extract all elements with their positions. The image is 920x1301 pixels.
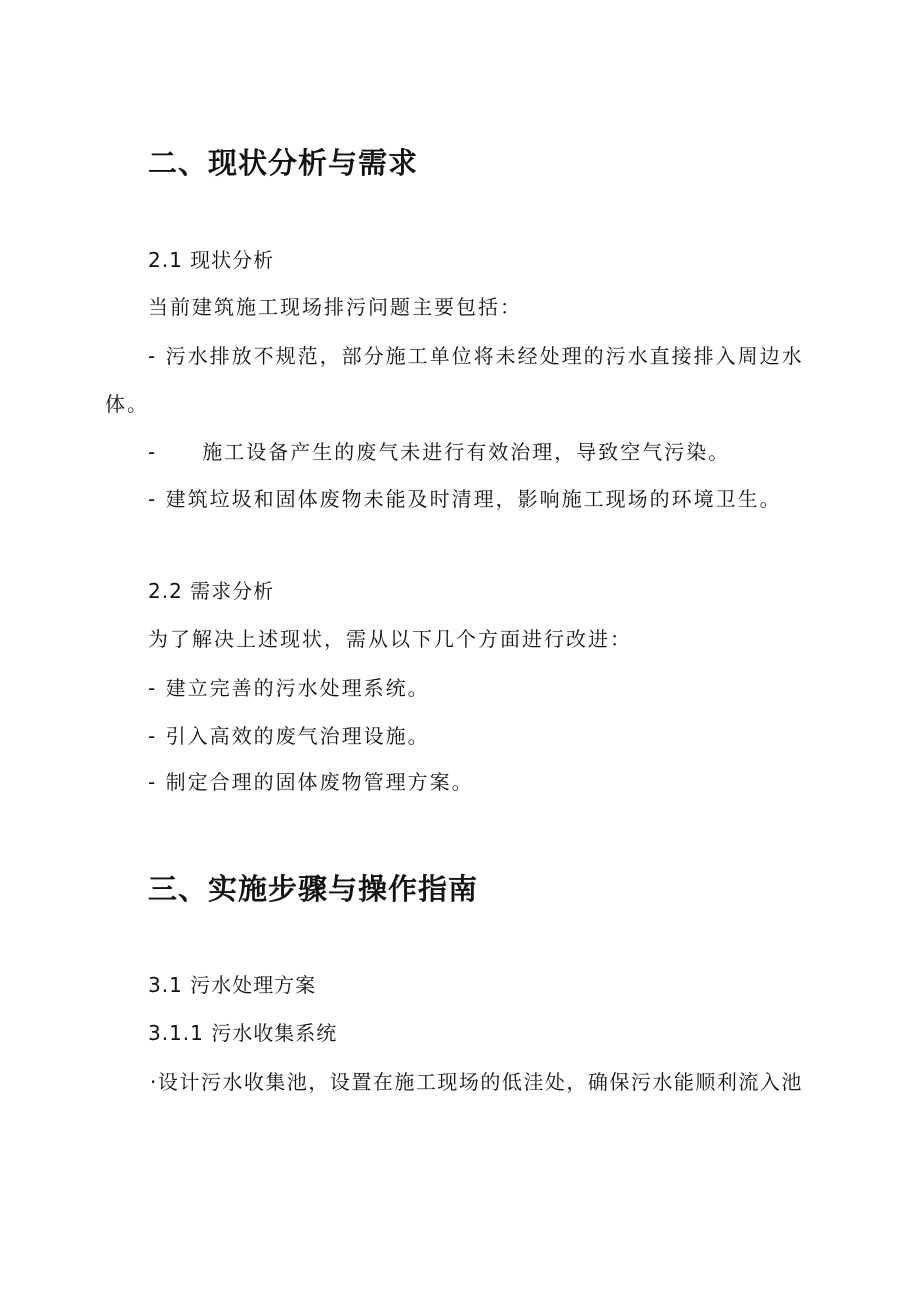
section-heading-3: 三、实施步骤与操作指南	[148, 872, 479, 906]
list-dash: -	[148, 440, 158, 464]
subsection-heading-3-1-1: 3.1.1 污水收集系统	[148, 1021, 338, 1045]
list-item-need-solid-waste: - 制定合理的固体废物管理方案。	[148, 770, 474, 794]
list-item-need-exhaust: - 引入高效的废气治理设施。	[148, 724, 430, 748]
list-item-exhaust-text: 施工设备产生的废气未进行有效治理，导致空气污染。	[202, 440, 731, 464]
list-item-exhaust	[148, 442, 730, 462]
list-item-sewage-line1: - 污水排放不规范，部分施工单位将未经处理的污水直接排入周边水	[148, 344, 804, 368]
list-item-solid-waste: - 建筑垃圾和固体废物未能及时清理，影响施工现场的环境卫生。	[148, 487, 782, 511]
subsection-heading-2-2: 2.2 需求分析	[148, 579, 275, 603]
list-item-sewage-line2: 体。	[105, 392, 149, 416]
bullet-collection-pool: ·设计污水收集池，设置在施工现场的低洼处，确保污水能顺利流入池	[150, 1070, 803, 1094]
paragraph-intro-2-2: 为了解决上述现状，需从以下几个方面进行改进：	[148, 627, 632, 651]
subsection-heading-3-1: 3.1 污水处理方案	[148, 973, 317, 997]
subsection-heading-2-1: 2.1 现状分析	[148, 248, 275, 272]
paragraph-intro-2-1: 当前建筑施工现场排污问题主要包括：	[148, 295, 522, 319]
list-item-need-sewage: - 建立完善的污水处理系统。	[148, 676, 430, 700]
section-heading-2: 二、现状分析与需求	[148, 146, 419, 180]
